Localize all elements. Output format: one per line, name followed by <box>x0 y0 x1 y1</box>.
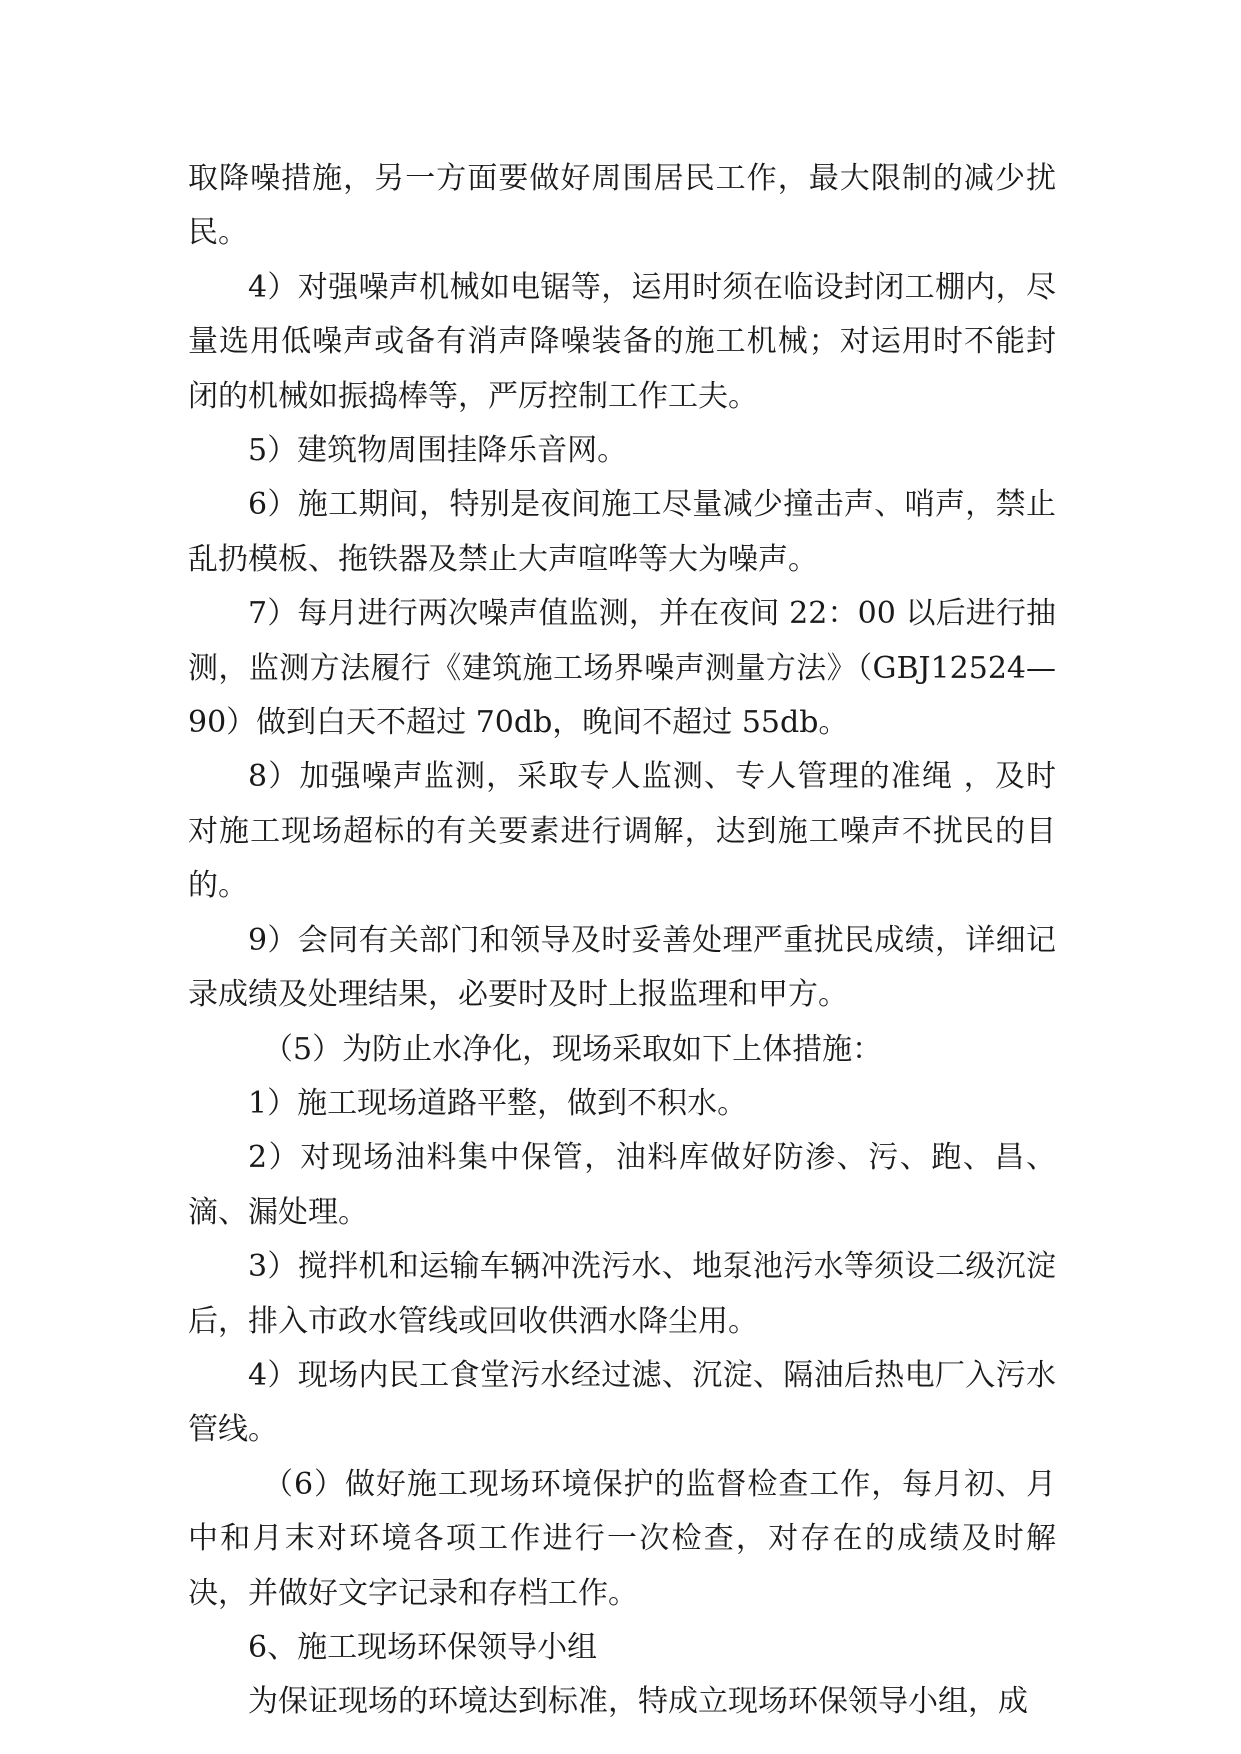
paragraph-water-item-2: 2）对现场油料集中保管，油料库做好防渗、污、跑、昌、滴、漏处理。 <box>188 1140 1056 1230</box>
section-heading-inspection: （6）做好施工现场环境保护的监督检查工作，每月初、月中和月末对环境各项工作进行一次检查，对存在的成绩及时解决，并做好文字记录和存档工作。 <box>188 1466 1056 1611</box>
document-body <box>188 152 1056 1730</box>
paragraph-item-8-supervision: 8）加强噪声监测，采取专人监测、专人管理的准绳 ，及时对施工现场超标的有关要素进行调解，达到施工噪声不扰民的目的。 <box>188 759 1056 904</box>
paragraph-item-6-night-work: 6）施工期间，特别是夜间施工尽量减少撞击声、哨声，禁止乱扔模板、拖铁器及禁止大声喧哗等大为噪声。 <box>188 487 1056 577</box>
section-heading-team: 6、施工现场环保领导小组 <box>248 1629 598 1665</box>
section-heading-water: （5）为防止水净化，现场采取如下上体措施： <box>263 1031 883 1067</box>
paragraph-continuation: 取降噪措施，另一方面要做好周围居民工作，最大限制的减少扰民。 <box>188 161 1056 251</box>
paragraph-item-7-monitoring: 7）每月进行两次噪声值监测，并在夜间 22：00 以后进行抽测，监测方法履行《建筑施工场界噪声测量方法》（GBJ12524—90）做到白天不超过 70db，晚间不超过 55db。 <box>188 596 1056 741</box>
paragraph-item-4-machinery: 4）对强噪声机械如电锯等，运用时须在临设封闭工棚内，尽量选用低噪声或备有消声降噪装备的施工机械；对运用时不能封闭的机械如振捣棒等，严厉控制工作工夫。 <box>188 269 1056 414</box>
paragraph-water-item-1: 1）施工现场道路平整，做到不积水。 <box>248 1085 748 1121</box>
paragraph-water-item-4: 4）现场内民工食堂污水经过滤、沉淀、隔油后热电厂入污水管线。 <box>188 1357 1056 1448</box>
paragraph-item-9-complaints: 9）会同有关部门和领导及时妥善处理严重扰民成绩，详细记录成绩及处理结果，必要时及时上报监理和甲方。 <box>188 922 1056 1013</box>
paragraph-water-item-3: 3）搅拌机和运输车辆冲洗污水、地泵池污水等须设二级沉淀后，排入市政水管线或回收供洒水降尘用。 <box>188 1249 1056 1339</box>
paragraph-team-intro: 为保证现场的环境达到标准，特成立现场环保领导小组，成 <box>248 1684 1028 1720</box>
paragraph-item-5-sound-net: 5）建筑物周围挂降乐音网。 <box>248 433 628 469</box>
